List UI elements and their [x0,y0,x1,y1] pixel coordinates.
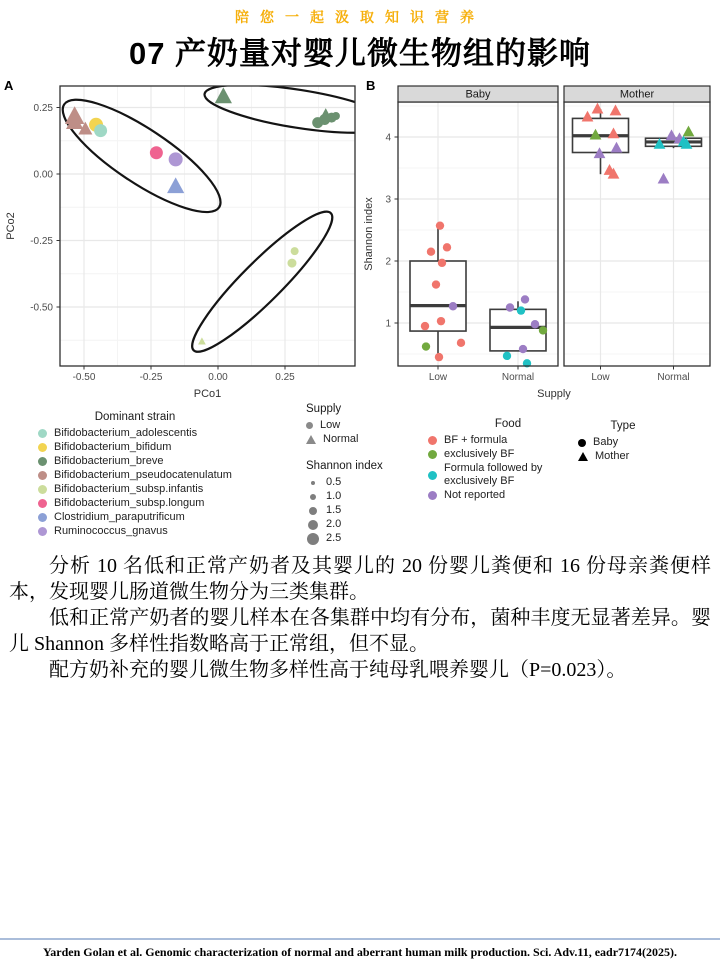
sample-point [432,280,440,288]
legend-food-title: Food [494,418,522,430]
legend-item-strain [38,441,232,454]
svg-text:Low: Low [591,372,610,383]
svg-text:Normal: Normal [657,372,690,383]
legend-type [578,420,668,464]
sample-point [503,352,511,360]
legend-type-title: Type [610,420,636,432]
circle-marker-icon [428,491,437,500]
legend-item-shannon-label: 2.0 [326,518,342,530]
sample-point [422,342,430,350]
size-marker-icon [306,520,319,530]
legend-item-shannon-label: 0.5 [326,476,342,488]
boxplot-svg [360,75,720,405]
sample-point [291,247,299,255]
svg-text:-0.25: -0.25 [30,236,53,247]
sample-point [521,295,529,303]
legend-item-strain [38,469,232,482]
legend-item-type [578,436,668,449]
svg-text:0.00: 0.00 [208,372,228,383]
circle-marker-icon [310,494,316,500]
legend-item-type [578,450,668,463]
legend-item-shannon [306,490,383,503]
legend-item-supply-label: Normal [323,433,359,445]
svg-text:-0.25: -0.25 [139,372,163,383]
summary-paragraph-1: 分析 10 名低和正常产奶者及其婴儿的 20 份婴儿粪便和 16 份母亲粪便样本，发现婴儿肠道微生物分为三类集群。 [9,555,711,603]
triangle-marker-icon [306,435,316,444]
circle-marker-icon [38,527,47,536]
sample-point [443,243,451,251]
shannon-boxplot [360,75,720,410]
legend-item-strain-label: Bifidobacterium_pseudocatenulatum [54,469,232,481]
circle-marker-icon [38,457,47,466]
circle-marker-icon [428,450,437,459]
legend-supply-title: Supply [306,403,342,415]
svg-text:0.25: 0.25 [33,103,53,114]
legend-item-food [428,448,588,461]
pcoa-scatter-plot [0,75,365,410]
sample-point [435,353,443,361]
sample-point [457,339,465,347]
legend-item-strain-label: Bifidobacterium_bifidum [54,441,172,453]
sample-point [531,320,539,328]
svg-text:Baby: Baby [465,88,491,101]
legend-supply [306,403,383,446]
circle-marker-icon [38,429,47,438]
circle-marker-icon [309,507,317,515]
size-marker-icon [306,494,319,500]
sample-point [517,306,525,314]
circle-marker-icon [38,471,47,480]
sample-point [519,345,527,353]
footer-divider [0,938,720,940]
legend-item-strain [38,483,232,496]
legend-item-supply [306,433,383,446]
sample-point [506,303,514,311]
slide [0,7,720,967]
legend-item-shannon [306,476,383,489]
sample-point [169,152,183,166]
summary-text [9,553,711,683]
sample-point [421,322,429,330]
legend-item-shannon-label: 2.5 [326,532,342,544]
svg-text:B: B [366,78,376,93]
size-marker-icon [306,533,319,545]
svg-text:Supply: Supply [537,388,571,400]
circle-marker-icon [306,422,313,429]
sample-point [539,326,547,334]
legend-dominant-strain-title: Dominant strain [94,411,176,423]
legend-item-food-label: Formula followed by exclusively BF [444,462,543,487]
svg-text:0.00: 0.00 [33,169,53,181]
svg-text:PCo2: PCo2 [5,212,17,240]
legend-item-shannon-label: 1.5 [326,504,342,516]
legend-item-shannon [306,504,383,517]
svg-text:0.25: 0.25 [275,372,295,383]
legend-column [306,403,383,546]
sample-point [438,259,446,267]
svg-text:Mother: Mother [619,88,655,101]
legend-item-strain [38,455,232,468]
circle-marker-icon [428,471,437,480]
svg-text:Shannon index: Shannon index [363,197,375,271]
legend-item-strain [38,497,232,510]
size-marker-icon [306,481,319,485]
pcoa-svg [0,75,365,405]
legend-shannon-index [306,460,383,545]
box [490,309,546,351]
summary-paragraph-2: 低和正常产奶者的婴儿样本在各集群中均有分布，菌种丰度无显著差异。婴儿 Shannon 多样性指数略高于正常组，但不显。 [9,607,711,655]
legend-item-supply [306,419,383,432]
circle-marker-icon [307,533,319,545]
svg-text:-0.50: -0.50 [72,372,96,383]
legend-item-strain-label: Ruminococcus_gnavus [54,525,168,537]
legend-shannon-title: Shannon index [306,460,383,472]
circle-marker-icon [38,443,47,452]
svg-text:PCo1: PCo1 [193,388,222,400]
legend-item-food-label: Not reported [444,489,506,501]
circle-marker-icon [578,439,586,447]
sample-point [94,124,107,137]
svg-text:Normal: Normal [501,372,535,383]
legend-item-supply-label: Low [320,419,341,431]
legend-item-strain-label: Bifidobacterium_breve [54,455,164,467]
legend-item-strain-label: Clostridium_paraputrificum [54,511,185,523]
summary-paragraph-3: 配方奶补充的婴儿微生物多样性高于纯母乳喂养婴儿（P=0.023）。 [49,659,627,681]
sample-point [437,317,445,325]
legend-item-type-label: Mother [595,450,630,462]
legend-item-strain [38,427,232,440]
legend-item-food [428,462,588,488]
circle-marker-icon [311,481,315,485]
legend-item-strain-label: Bifidobacterium_subsp.longum [54,497,205,509]
size-marker-icon [306,507,319,515]
legend-item-strain [38,511,232,524]
svg-text:A: A [4,78,14,93]
legend-item-shannon [306,518,383,531]
svg-text:2: 2 [385,256,391,268]
svg-text:4: 4 [385,132,391,144]
svg-text:1: 1 [385,318,391,330]
svg-text:Low: Low [428,372,448,383]
legend-item-food [428,489,588,502]
circle-marker-icon [38,485,47,494]
svg-text:-0.50: -0.50 [30,302,53,314]
legend-item-shannon-label: 1.0 [326,490,342,502]
legend-item-shannon [306,532,383,545]
legend-item-food-label: BF + formula [444,434,508,446]
circle-marker-icon [428,436,437,445]
sample-point [332,112,340,120]
figure-panel [0,75,720,544]
svg-text:3: 3 [385,194,391,206]
sample-point [287,259,296,268]
watermark-text: 陪您一起汲取知识营养 [235,11,485,26]
sample-point [427,248,435,256]
sample-point [436,221,444,229]
legend-item-strain-label: Bifidobacterium_subsp.infantis [54,483,204,495]
legend-item-type-label: Baby [593,436,619,448]
legend-item-strain-label: Bifidobacterium_adolescentis [54,427,198,439]
citation: Yarden Golan et al. Genomic characterization of normal and aberrant human milk production. Sci. Adv.11, eadr7174(2025). [42,945,678,959]
legend-dominant-strain [38,411,232,539]
legend-food [428,418,588,503]
sample-point [150,146,163,159]
sample-point [449,302,457,310]
circle-marker-icon [308,520,318,530]
legend-item-strain [38,525,232,538]
triangle-marker-icon [578,452,588,461]
circle-marker-icon [38,513,47,522]
legend-item-food-label: exclusively BF [444,448,515,460]
legend-item-food [428,434,588,447]
circle-marker-icon [38,499,47,508]
page-title: 07 产奶量对婴儿微生物组的影响 [128,36,592,71]
